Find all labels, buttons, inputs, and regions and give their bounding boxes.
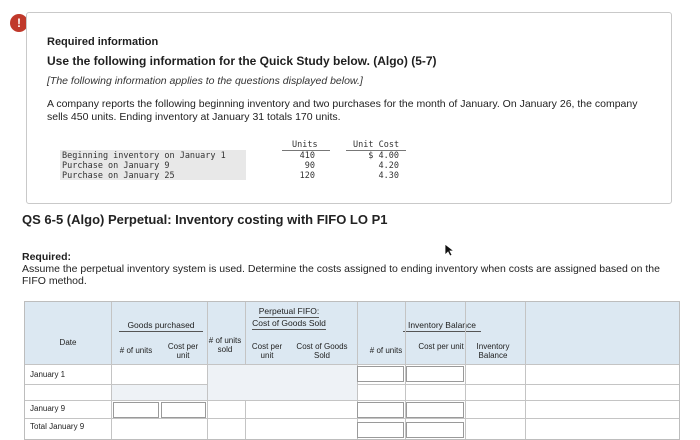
question-title: QS 6-5 (Algo) Perpetual: Inventory costing with FIFO LO P1 bbox=[22, 212, 388, 227]
inventory-row-label: Purchase on January 25 bbox=[62, 171, 175, 181]
units-balance-input[interactable] bbox=[357, 402, 404, 418]
inventory-row-units: 410 bbox=[299, 151, 315, 161]
inventory-row-units: 120 bbox=[299, 171, 315, 181]
col-date: Date bbox=[59, 338, 77, 347]
mouse-cursor-icon bbox=[444, 243, 454, 257]
perpetual-fifo-table bbox=[24, 301, 680, 440]
row-divider bbox=[25, 418, 680, 419]
inventory-row bbox=[60, 151, 415, 161]
col-divider bbox=[465, 302, 466, 440]
cost-per-unit-balance-input[interactable] bbox=[406, 366, 464, 382]
alert-icon: ! bbox=[10, 14, 28, 32]
col-cost-per-unit-balance: Cost per unit bbox=[418, 342, 464, 351]
fifo-title-line2: Cost of Goods Sold bbox=[252, 318, 326, 328]
unit-cost-header: Unit Cost bbox=[353, 140, 400, 150]
fifo-title-line1: Perpetual FIFO: bbox=[258, 306, 320, 316]
applies-note: [The following information applies to the questions displayed below.] bbox=[47, 75, 363, 87]
col-divider bbox=[525, 302, 526, 440]
row-label-january-9: January 9 bbox=[30, 404, 66, 413]
fifo-title bbox=[235, 306, 343, 330]
shaded-cell bbox=[112, 385, 207, 400]
inventory-row-cost: 4.30 bbox=[378, 171, 399, 181]
inventory-row-label: Purchase on January 9 bbox=[62, 161, 170, 171]
col-divider bbox=[111, 302, 112, 440]
required-instructions: Assume the perpetual inventory system is used. Determine the costs assigned to ending inventory when costs are assigned based on the FIFO method. bbox=[22, 263, 660, 287]
col-units-balance: # of units bbox=[369, 346, 403, 355]
col-units-sold: # of units sold bbox=[208, 336, 242, 354]
company-description: A company reports the following beginning inventory and two purchases for the month of January. On January 26, the company sells 450 units. Ending inventory at January 31 totals 170 units. bbox=[47, 98, 638, 123]
cost-per-unit-balance-input[interactable] bbox=[406, 402, 464, 418]
col-cost-per-unit-purchased: Cost per unit bbox=[167, 342, 199, 360]
cost-per-unit-purchased-input[interactable] bbox=[161, 402, 206, 418]
row-label-total-january-9: Total January 9 bbox=[30, 422, 85, 431]
col-cost-per-unit-sold: Cost per unit bbox=[251, 342, 283, 360]
inventory-info-table bbox=[60, 140, 415, 186]
inventory-balance-group-header: Inventory Balance bbox=[403, 320, 481, 332]
units-header: Units bbox=[292, 140, 318, 150]
use-info-heading: Use the following information for the Quick Study below. (Algo) (5-7) bbox=[47, 54, 437, 68]
required-heading: Required: bbox=[22, 251, 72, 263]
col-units-purchased: # of units bbox=[119, 346, 153, 355]
units-balance-input[interactable] bbox=[357, 366, 404, 382]
goods-purchased-header: Goods purchased bbox=[119, 320, 203, 332]
units-balance-input[interactable] bbox=[357, 422, 404, 438]
row-divider bbox=[25, 400, 680, 401]
col-cost-of-goods-sold: Cost of Goods Sold bbox=[296, 342, 348, 360]
inventory-row bbox=[60, 171, 415, 181]
units-purchased-input[interactable] bbox=[113, 402, 159, 418]
row-label-january-1: January 1 bbox=[30, 370, 66, 379]
required-information-heading: Required information bbox=[47, 36, 159, 48]
col-inventory-balance: Inventory Balance bbox=[476, 342, 510, 360]
inventory-row-label: Beginning inventory on January 1 bbox=[62, 151, 226, 161]
inventory-row-units: 90 bbox=[304, 161, 315, 171]
shaded-cell bbox=[208, 365, 357, 400]
cost-per-unit-balance-input[interactable] bbox=[406, 422, 464, 438]
inventory-row-cost: $ 4.00 bbox=[368, 151, 399, 161]
inventory-row bbox=[60, 161, 415, 171]
inventory-row-cost: 4.20 bbox=[378, 161, 399, 171]
